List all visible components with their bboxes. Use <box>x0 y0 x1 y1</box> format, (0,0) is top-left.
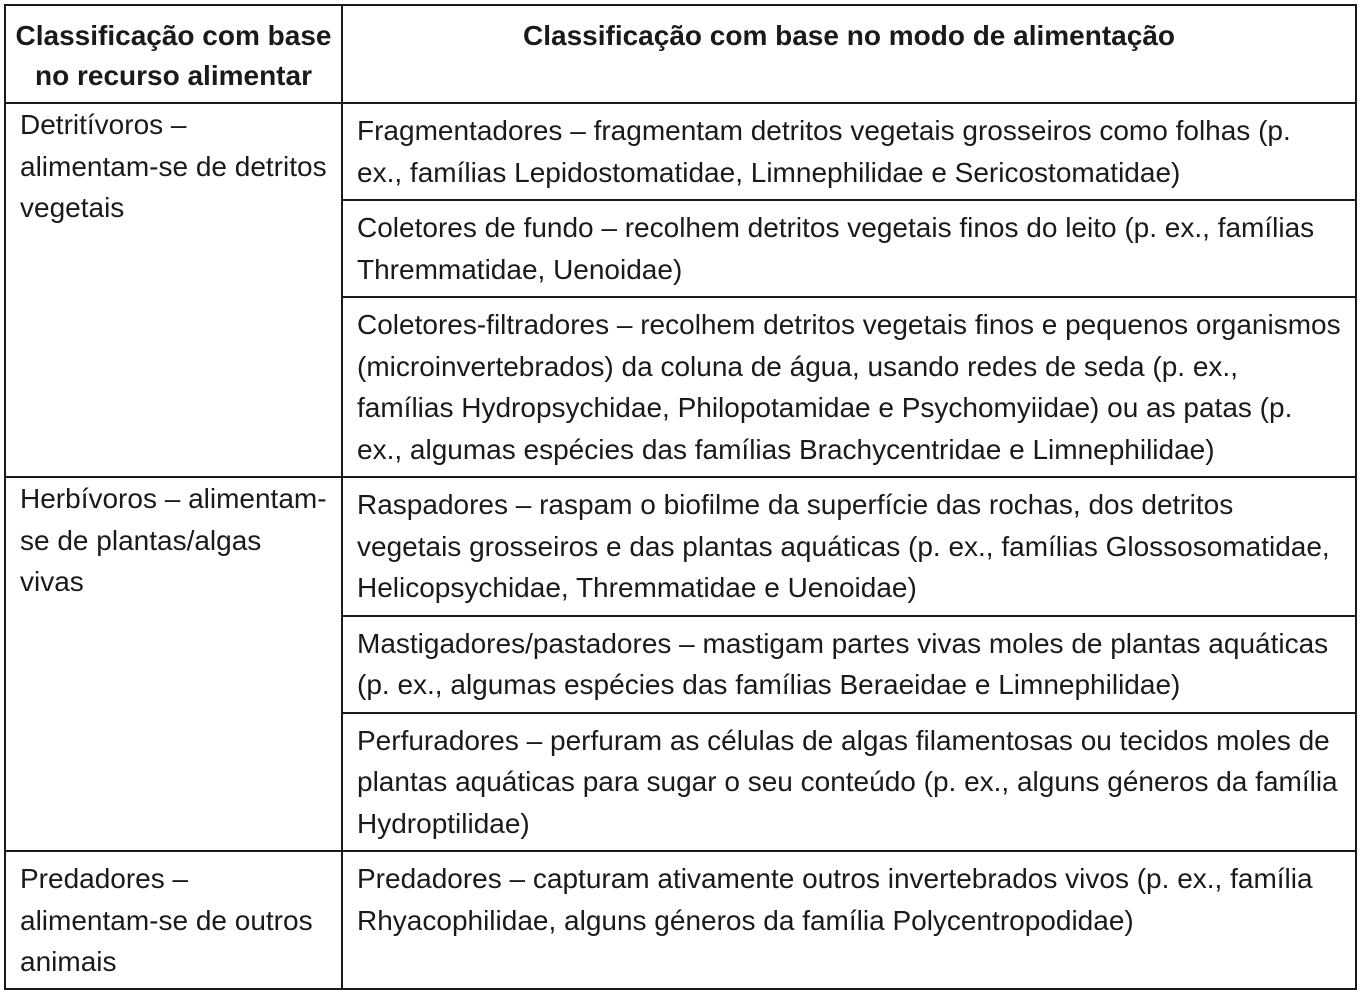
feeding-classification-table <box>4 4 1357 990</box>
header-resource: Classificação com base no recurso alimentar <box>5 5 342 103</box>
mode-coletores-filtradores: Coletores-filtradores – recolhem detritos vegetais finos e pequenos organismos (microinvertebrados) da coluna de água, usando redes de seda (p. ex., famílias Hydropsychidae, Philopotamidae e Psychomyiidae) ou as patas (p. ex., algumas espécies das famílias Brachycentridae e Limnephilidae) <box>342 297 1356 477</box>
resource-herbivores: Herbívoros – alimentam-se de plantas/algas vivas <box>5 477 342 851</box>
resource-predators: Predadores – alimentam-se de outros animais <box>5 851 342 989</box>
mode-predadores: Predadores – capturam ativamente outros invertebrados vivos (p. ex., família Rhyacophilidae, alguns géneros da família Polycentropodidae) <box>342 851 1356 989</box>
table-row <box>5 103 1356 200</box>
header-feeding-mode: Classificação com base no modo de alimentação <box>342 5 1356 103</box>
mode-mastigadores-pastadores: Mastigadores/pastadores – mastigam partes vivas moles de plantas aquáticas (p. ex., algumas espécies das famílias Beraeidae e Limnephilidae) <box>342 616 1356 713</box>
table-row <box>5 477 1356 616</box>
table-row <box>5 851 1356 989</box>
mode-perfuradores: Perfuradores – perfuram as células de algas filamentosas ou tecidos moles de plantas aquáticas para sugar o seu conteúdo (p. ex., alguns géneros da família Hydroptilidae) <box>342 713 1356 852</box>
mode-coletores-de-fundo: Coletores de fundo – recolhem detritos vegetais finos do leito (p. ex., famílias Thremmatidae, Uenoidae) <box>342 200 1356 297</box>
resource-detritivores: Detritívoros – alimentam-se de detritos vegetais <box>5 103 342 477</box>
header-row <box>5 5 1356 103</box>
mode-raspadores: Raspadores – raspam o biofilme da superfície das rochas, dos detritos vegetais grosseiros e das plantas aquáticas (p. ex., famílias Glossosomatidae, Helicopsychidae, Thremmatidae e Uenoidae) <box>342 477 1356 616</box>
mode-fragmentadores: Fragmentadores – fragmentam detritos vegetais grosseiros como folhas (p. ex., famílias Lepidostomatidae, Limnephilidae e Sericostomatidae) <box>342 103 1356 200</box>
